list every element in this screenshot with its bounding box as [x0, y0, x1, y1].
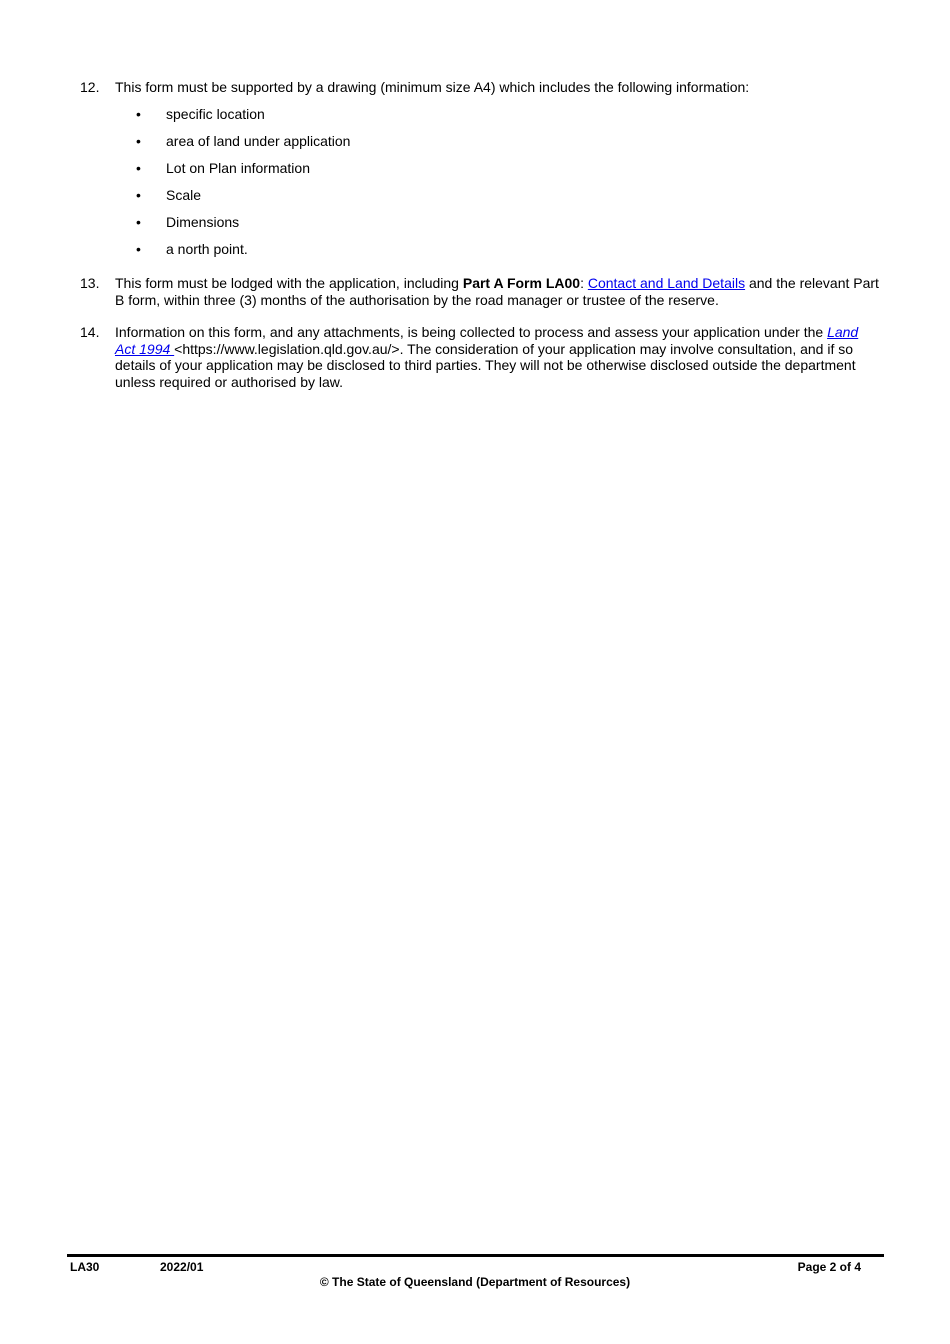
- bullet-item: • Lot on Plan information: [136, 160, 310, 176]
- list-item-13: [80, 275, 880, 308]
- bullet-icon: •: [136, 133, 141, 149]
- bullet-item: • Scale: [136, 187, 202, 203]
- bullet-item: • specific location: [136, 106, 265, 122]
- bullet-icon: •: [136, 106, 141, 122]
- list-item-14: [80, 324, 880, 390]
- bullet-icon: •: [136, 187, 141, 203]
- list-item-12: [80, 79, 880, 96]
- item-text: This form must be lodged with the application, including Part A Form LA00: Contact and Land Details and the relevant Part B form, within three (3) months of the authorisation by the road manager or trustee of the reserve.: [115, 275, 879, 308]
- footer-version: 2022/01: [160, 1260, 204, 1274]
- bullet-icon: •: [136, 241, 141, 257]
- form-reference: Part A Form LA00: [462, 275, 581, 291]
- land-act-link[interactable]: Land Act 1994: [115, 324, 859, 357]
- footer-copyright: © The State of Queensland (Department of Resources): [319, 1275, 631, 1289]
- bullet-item: • Dimensions: [136, 214, 240, 230]
- bullet-item: • a north point.: [136, 241, 248, 257]
- footer-form-code: LA30: [70, 1260, 100, 1274]
- footer-page-number: Page 2 of 4: [797, 1260, 861, 1274]
- item-number: 14.: [80, 324, 100, 340]
- item-number: 13.: [80, 275, 100, 291]
- drawing-requirements-list: [136, 106, 350, 268]
- item-text: Information on this form, and any attachments, is being collected to process and assess your application under the Land Act 1994 <https://www.legislation.qld.gov.au/>. The consideration of your application may involve consultation, and if so details of your application may be disclosed to third parties. They will not be otherwise disclosed outside the department unless required or authorised by law.: [115, 324, 859, 390]
- contact-land-details-link[interactable]: Contact and Land Details: [587, 275, 746, 291]
- footer-divider: [67, 1254, 884, 1257]
- bullet-icon: •: [136, 160, 141, 176]
- bullet-icon: •: [136, 214, 141, 230]
- bullet-item: • area of land under application: [136, 133, 351, 149]
- item-number: 12.: [80, 79, 100, 95]
- item-text: This form must be supported by a drawing (minimum size A4) which includes the following information:: [115, 79, 750, 95]
